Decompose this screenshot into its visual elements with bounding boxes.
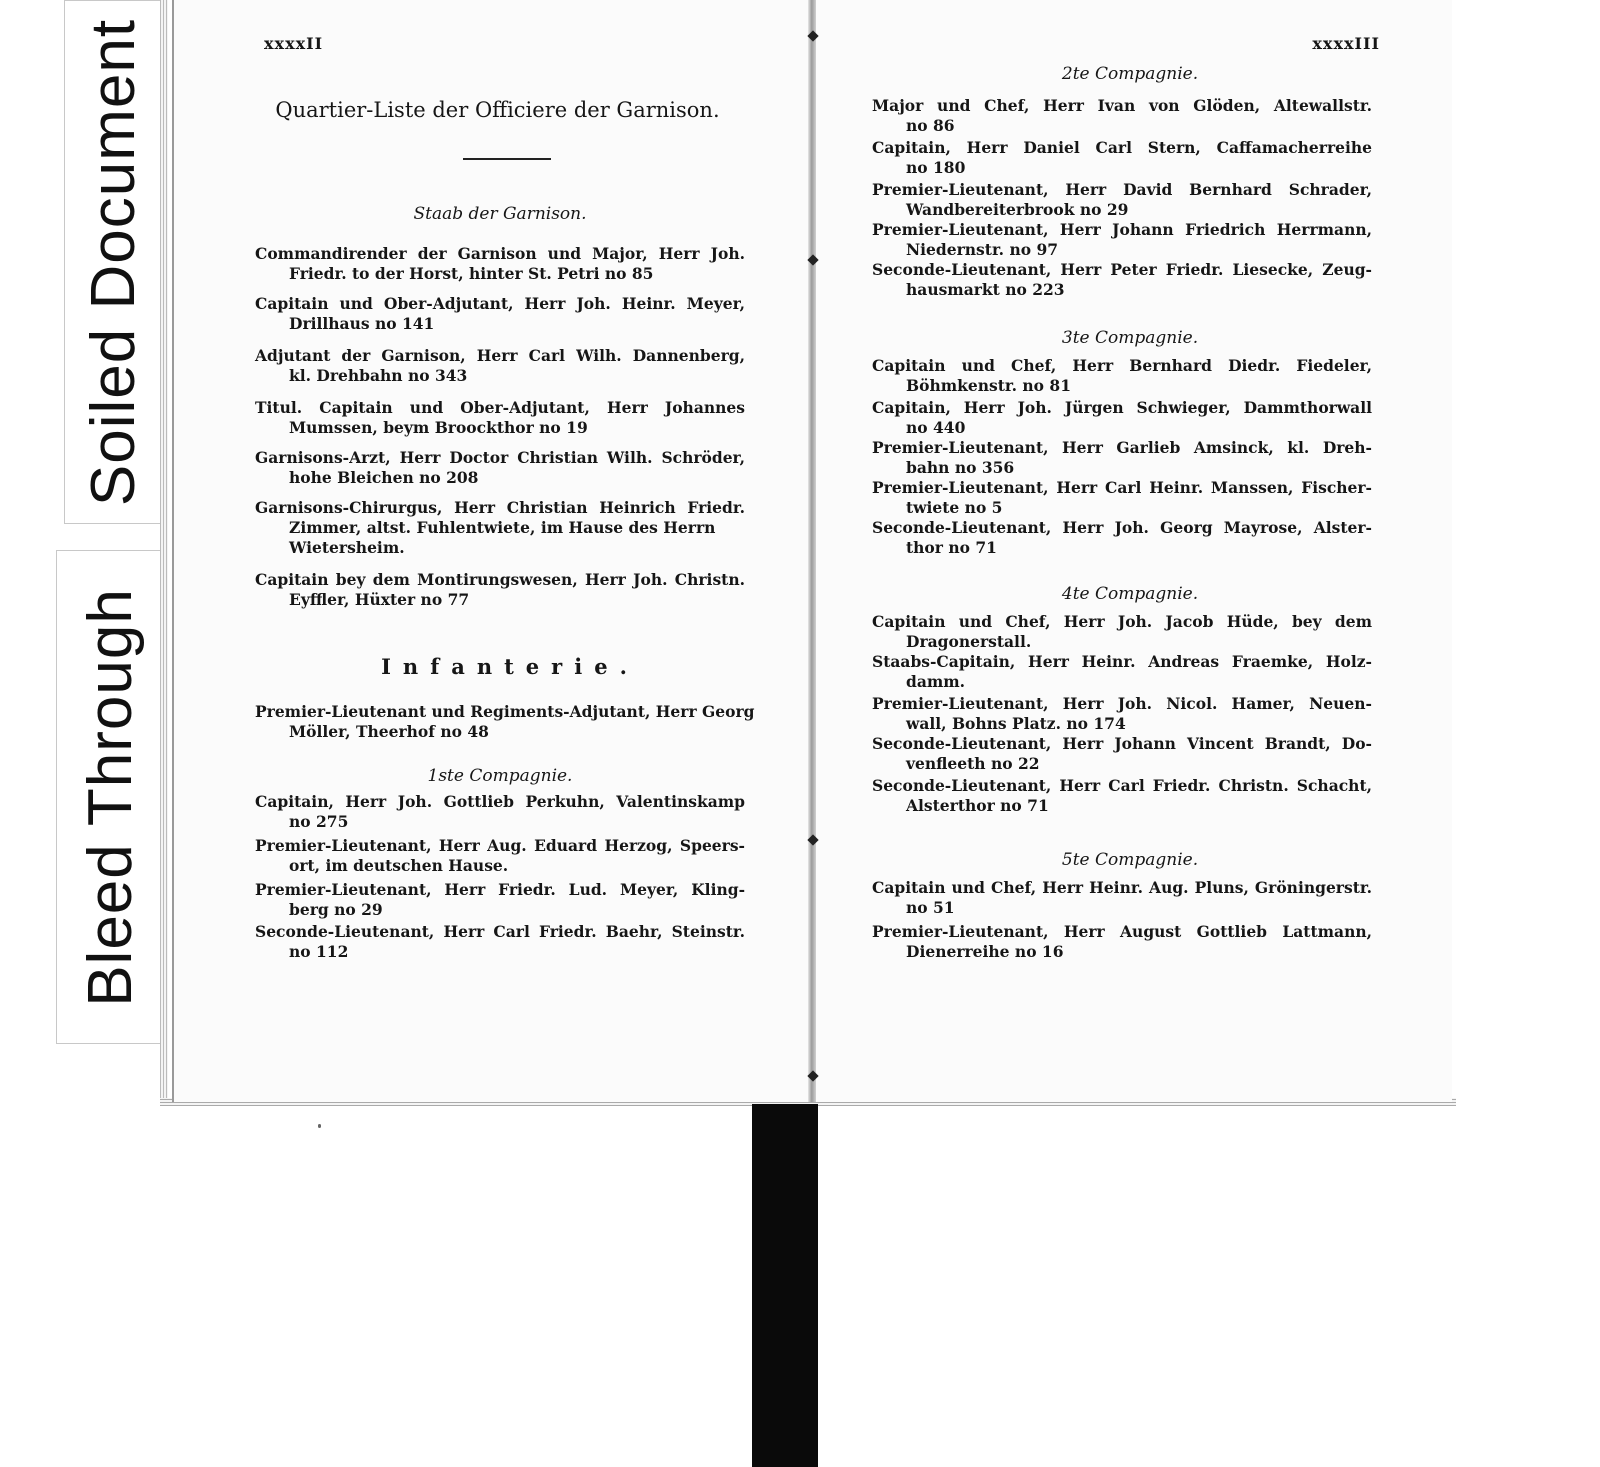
entry-line: no 440 (906, 418, 966, 437)
entry-line: Garnisons-Chirurgus, Herr Christian Heinrich Friedr. (255, 498, 745, 517)
officer-entry (872, 180, 1372, 220)
officer-entry (872, 138, 1372, 178)
bookmark-ribbon (752, 1104, 818, 1467)
staff-entry (255, 498, 745, 558)
entry-line: Adjutant der Garnison, Herr Carl Wilh. Dannenberg, (255, 346, 745, 365)
entry-line: kl. Drehbahn no 343 (289, 366, 468, 385)
entry-line: no 112 (289, 942, 349, 961)
entry-line: Commandirender der Garnison und Major, Herr Joh. (255, 244, 745, 263)
entry-line: Seconde-Lieutenant, Herr Joh. Georg Mayrose, Alster- (872, 518, 1372, 537)
entry-line: Seconde-Lieutenant, Herr Johann Vincent Brandt, Do- (872, 734, 1372, 753)
officer-entry (872, 260, 1372, 300)
entry-line: Wandbereiterbrook no 29 (906, 200, 1129, 219)
entry-line: no 51 (906, 898, 955, 917)
officer-entry (872, 734, 1372, 774)
officer-entry (872, 96, 1372, 136)
entry-line: Drillhaus no 141 (289, 314, 435, 333)
entry-line: Wietersheim. (289, 538, 405, 557)
entry-line: Möller, Theerhof no 48 (289, 722, 489, 741)
staff-entry (255, 570, 745, 610)
company-heading: 2te Compagnie. (1061, 64, 1199, 84)
entry-line: Friedr. to der Horst, hinter St. Petri no 85 (289, 264, 654, 283)
soiled-document-text: Soiled Document (79, 18, 149, 506)
entry-line: berg no 29 (289, 900, 383, 919)
staff-entry (255, 346, 745, 386)
entry-line: Capitain und Ober-Adjutant, Herr Joh. Heinr. Meyer, (255, 294, 745, 313)
entry-line: twiete no 5 (906, 498, 1003, 517)
entry-line: Premier-Lieutenant, Herr Johann Friedrich Herrmann, (872, 220, 1372, 239)
left-page-number: xxxxII (264, 34, 324, 53)
adjutant-entry (255, 702, 755, 742)
officer-entry (872, 518, 1372, 558)
officer-entry (872, 356, 1372, 396)
officer-entry (255, 792, 745, 832)
entry-line: Dragonerstall. (906, 632, 1032, 651)
staff-entry (255, 398, 745, 438)
title-divider (463, 158, 551, 160)
entry-line: Garnisons-Arzt, Herr Doctor Christian Wilh. Schröder, (255, 448, 745, 467)
staff-heading: Staab der Garnison. (413, 204, 587, 224)
officer-entry (872, 438, 1372, 478)
entry-line: Premier-Lieutenant, Herr Carl Heinr. Manssen, Fischer- (872, 478, 1372, 497)
entry-line: Titul. Capitain und Ober-Adjutant, Herr Johannes (255, 398, 745, 417)
entry-line: Major und Chef, Herr Ivan von Glöden, Altewallstr. (872, 96, 1372, 115)
entry-line: Zimmer, altst. Fuhlentwiete, im Hause des Herrn (289, 518, 716, 537)
entry-line: Premier-Lieutenant, Herr August Gottlieb Lattmann, (872, 922, 1372, 941)
entry-line: no 86 (906, 116, 955, 135)
entry-line: Seconde-Lieutenant, Herr Peter Friedr. Liesecke, Zeug- (872, 260, 1372, 279)
entry-line: Seconde-Lieutenant, Herr Carl Friedr. Baehr, Steinstr. (255, 922, 745, 941)
entry-line: Premier-Lieutenant, Herr David Bernhard Schrader, (872, 180, 1372, 199)
right-page-number: xxxxIII (1312, 34, 1380, 53)
entry-line: Seconde-Lieutenant, Herr Carl Friedr. Christn. Schacht, (872, 776, 1372, 795)
officer-entry (255, 836, 745, 876)
company-heading: 3te Compagnie. (1061, 328, 1199, 348)
company-heading: 4te Compagnie. (1061, 584, 1199, 604)
entry-line: damm. (906, 672, 966, 691)
bleed-through-label (56, 550, 164, 1044)
entry-line: venfleeth no 22 (906, 754, 1040, 773)
officer-entry (872, 652, 1372, 692)
entry-line: Capitain, Herr Daniel Carl Stern, Caffamacherreihe (872, 138, 1372, 157)
entry-line: Premier-Lieutenant, Herr Aug. Eduard Herzog, Speers- (255, 836, 745, 855)
entry-line: Mumssen, beym Broockthor no 19 (289, 418, 588, 437)
entry-line: Niedernstr. no 97 (906, 240, 1059, 259)
entry-line: bahn no 356 (906, 458, 1015, 477)
entry-line: Alsterthor no 71 (906, 796, 1049, 815)
entry-line: no 275 (289, 812, 349, 831)
entry-line: thor no 71 (906, 538, 997, 557)
entry-line: wall, Bohns Platz. no 174 (906, 714, 1126, 733)
entry-line: Premier-Lieutenant, Herr Garlieb Amsinck, kl. Dreh- (872, 438, 1372, 457)
entry-line: ort, im deutschen Hause. (289, 856, 509, 875)
entry-line: Capitain, Herr Joh. Jürgen Schwieger, Dammthorwall (872, 398, 1372, 417)
book-gutter (808, 0, 816, 1102)
bleed-through-text: Bleed Through (75, 587, 145, 1007)
entry-line: Capitain, Herr Joh. Gottlieb Perkuhn, Valentinskamp (255, 792, 745, 811)
entry-line: Dienerreihe no 16 (906, 942, 1064, 961)
officer-entry (872, 612, 1372, 652)
infantry-heading: Infanterie. (381, 654, 639, 679)
staff-entry (255, 244, 745, 284)
entry-line: Capitain und Chef, Herr Heinr. Aug. Pluns, Gröningerstr. (872, 878, 1372, 897)
entry-line: Capitain und Chef, Herr Joh. Jacob Hüde, bey dem (872, 612, 1372, 631)
entry-line: Böhmkenstr. no 81 (906, 376, 1071, 395)
entry-line: Capitain und Chef, Herr Bernhard Diedr. Fiedeler, (872, 356, 1372, 375)
officer-entry (872, 220, 1372, 260)
entry-line: hausmarkt no 223 (906, 280, 1065, 299)
soiled-document-label (64, 0, 164, 524)
officer-entry (872, 398, 1372, 438)
entry-line: Staabs-Capitain, Herr Heinr. Andreas Fraemke, Holz- (872, 652, 1372, 671)
officer-entry (872, 694, 1372, 734)
entry-line: no 180 (906, 158, 966, 177)
entry-line: Premier-Lieutenant, Herr Friedr. Lud. Meyer, Kling- (255, 880, 745, 899)
entry-line: Premier-Lieutenant, Herr Joh. Nicol. Hamer, Neuen- (872, 694, 1372, 713)
entry-line: Premier-Lieutenant und Regiments-Adjutant, Herr Georg (255, 702, 755, 721)
officer-entry (255, 922, 745, 962)
staff-entry (255, 448, 745, 488)
page-title: Quartier-Liste der Officiere der Garnison. (275, 98, 720, 122)
staff-entry (255, 294, 745, 334)
company-heading: 1ste Compagnie. (427, 766, 573, 786)
officer-entry (872, 478, 1372, 518)
officer-entry (872, 776, 1372, 816)
page-stack-edge (160, 0, 168, 1102)
entry-line: Eyffler, Hüxter no 77 (289, 590, 470, 609)
entry-line: hohe Bleichen no 208 (289, 468, 479, 487)
dust-speck (318, 1124, 321, 1128)
company-heading: 5te Compagnie. (1061, 850, 1199, 870)
officer-entry (872, 922, 1372, 962)
officer-entry (255, 880, 745, 920)
entry-line: Capitain bey dem Montirungswesen, Herr Joh. Christn. (255, 570, 745, 589)
officer-entry (872, 878, 1372, 918)
